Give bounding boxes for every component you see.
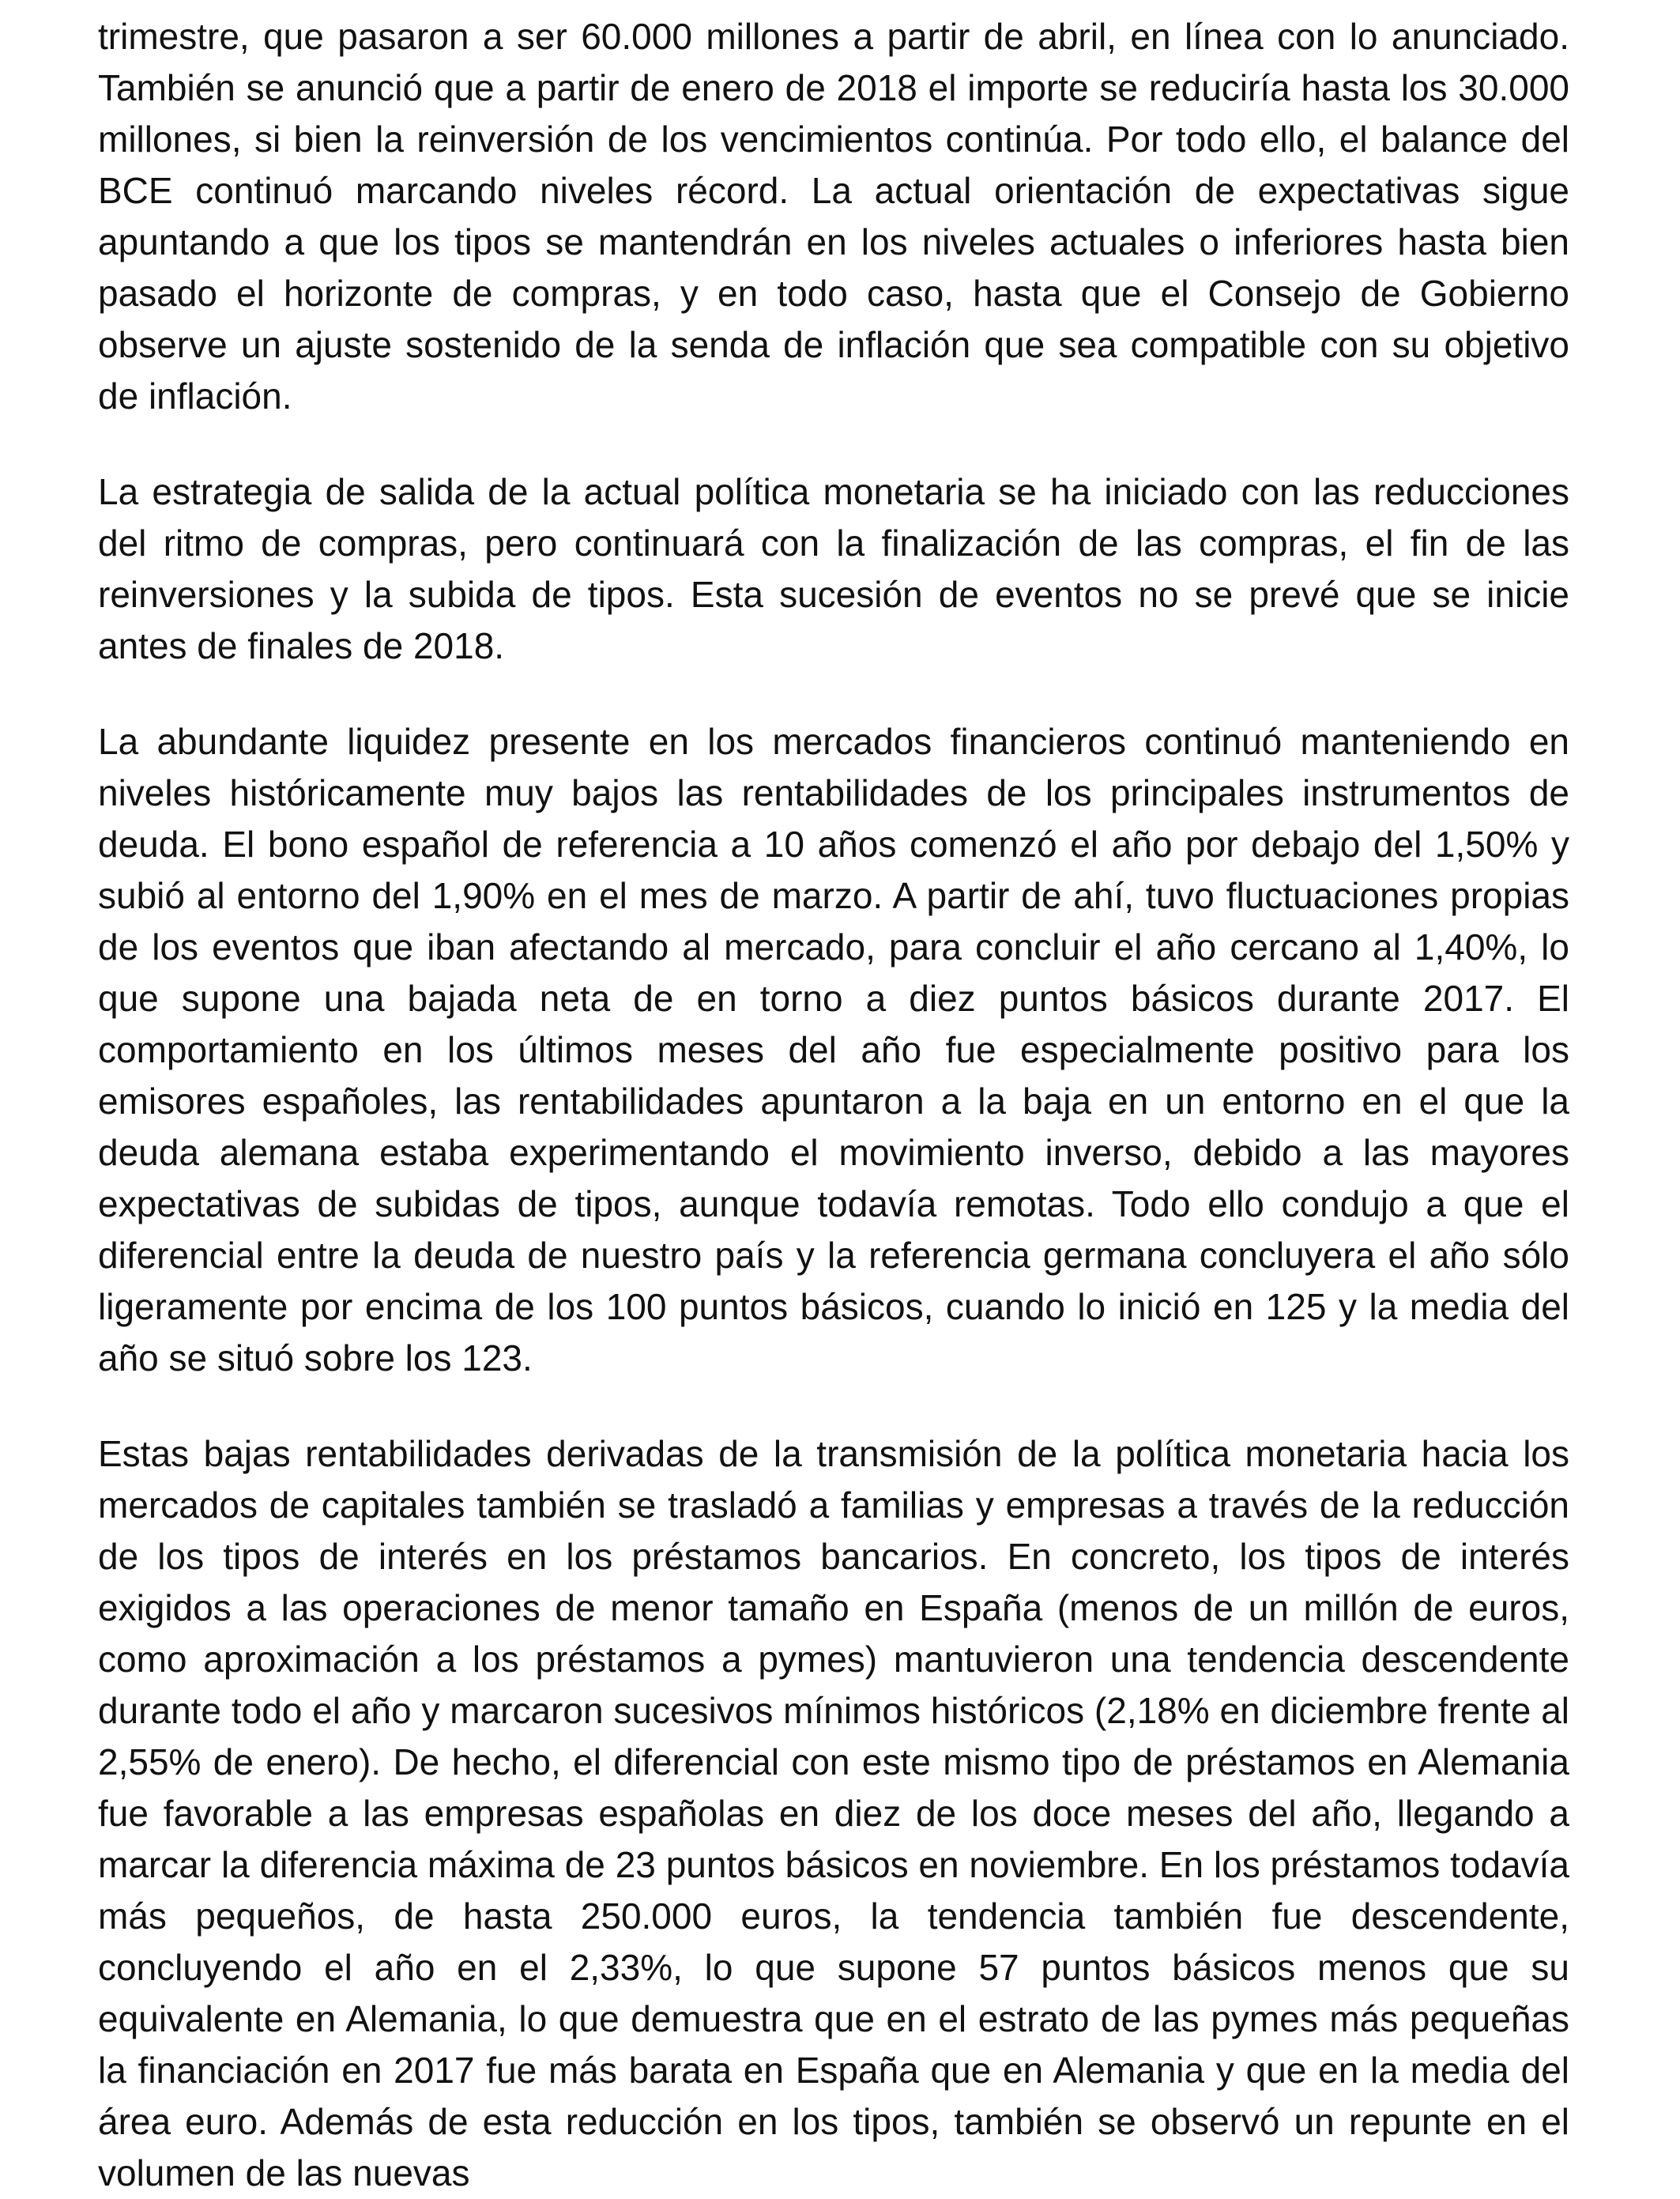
paragraph-ecb-balance: trimestre, que pasaron a ser 60.000 millones a partir de abril, en línea con lo anunciado. También se anunció que a partir de enero de 2018 el importe se reduciría hasta los 30.000 millones, si bien la reinversión de los vencimientos continúa. Por todo ello, el balance del BCE continuó marcando niveles récord. La actual orientación de expectativas sigue apuntando a que los tipos se mantendrán en los niveles actuales o inferiores hasta bien pasado el horizonte de compras, y en todo caso, hasta que el Consejo de Gobierno observe un ajuste sostenido de la senda de inflación que sea compatible con su objetivo de inflación. xyxy=(98,16,1569,417)
paragraph-liquidity-bonds: La abundante liquidez presente en los mercados financieros continuó manteniendo en niveles históricamente muy bajos las rentabilidades de los principales instrumentos de deuda. El bono español de referencia a 10 años comenzó el año por debajo del 1,50% y subió al entorno del 1,90% en el mes de marzo. A partir de ahí, tuvo fluctuaciones propias de los eventos que iban afectando al mercado, para concluir el año cercano al 1,40%, lo que supone una bajada neta de en torno a diez puntos básicos durante 2017. El comportamiento en los últimos meses del año fue especialmente positivo para los emisores españoles, las rentabilidades apuntaron a la baja en un entorno en el que la deuda alemana estaba experimentando el movimiento inverso, debido a las mayores expectativas de subidas de tipos, aunque todavía remotas. Todo ello condujo a que el diferencial entre la deuda de nuestro país y la referencia germana concluyera el año sólo ligeramente por encima de los 100 puntos básicos, cuando lo inició en 125 y la media del año se situó sobre los 123. xyxy=(98,721,1569,1379)
paragraph-bank-loans: Estas bajas rentabilidades derivadas de la transmisión de la política monetaria hacia los mercados de capitales también se trasladó a familias y empresas a través de la reducción de los tipos de interés en los préstamos bancarios. En concreto, los tipos de interés exigidos a las operaciones de menor tamaño en España (menos de un millón de euros, como aproximación a los préstamos a pymes) mantuvieron una tendencia descendente durante todo el año y marcaron sucesivos mínimos históricos (2,18% en diciembre frente al 2,55% de enero). De hecho, el diferencial con este mismo tipo de préstamos en Alemania fue favorable a las empresas españolas en diez de los doce meses del año, llegando a marcar la diferencia máxima de 23 puntos básicos en noviembre. En los préstamos todavía más pequeños, de hasta 250.000 euros, la tendencia también fue descendente, concluyendo el año en el 2,33%, lo que supone 57 puntos básicos menos que su equivalente en Alemania, lo que demuestra que en el estrato de las pymes más pequeñas la financiación en 2017 fue más barata en España que en Alemania y que en la media del área euro. Además de esta reducción en los tipos, también se observó un repunte en el volumen de las nuevas xyxy=(98,1433,1569,2193)
document-page xyxy=(98,11,1569,2199)
paragraph-exit-strategy: La estrategia de salida de la actual política monetaria se ha iniciado con las reducciones del ritmo de compras, pero continuará con la finalización de las compras, el fin de las reinversiones y la subida de tipos. Esta sucesión de eventos no se prevé que se inicie antes de finales de 2018. xyxy=(98,471,1569,666)
